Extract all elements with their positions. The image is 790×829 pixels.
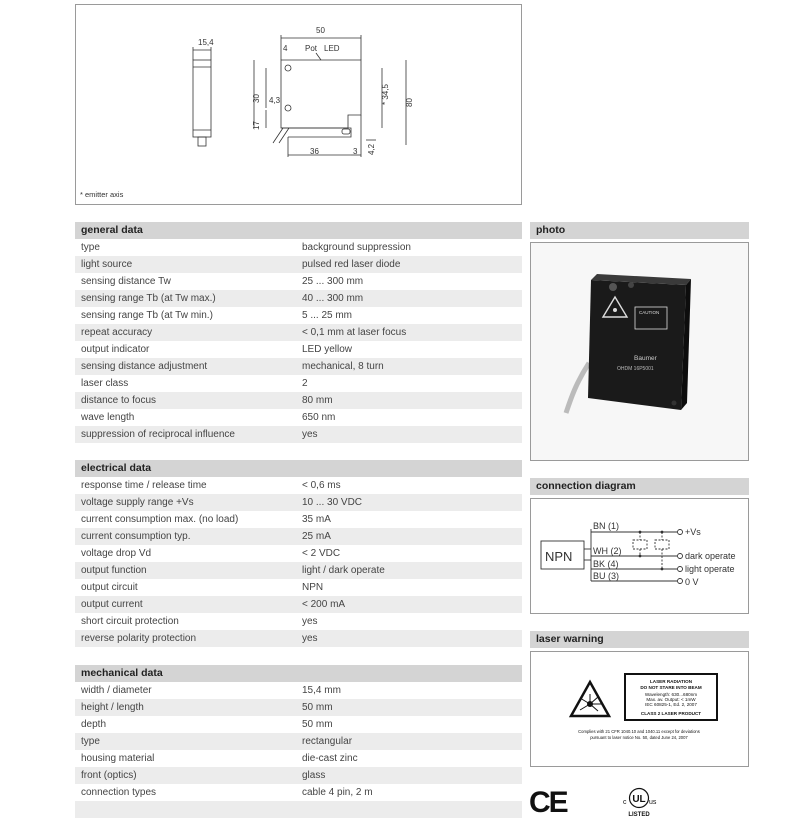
table-row [75, 630, 522, 647]
laser-label-line-4: Max. av. Output: < 1mW [646, 697, 696, 702]
property-name: front (optics) [81, 770, 137, 781]
electrical-data-heading: electrical data [75, 460, 522, 477]
table-row [75, 341, 522, 358]
property-value: 35 mA [302, 514, 331, 525]
property-name: depth [81, 719, 107, 730]
property-value: 10 ... 30 VDC [302, 497, 363, 508]
table-row [75, 733, 522, 750]
property-name: suppression of reciprocal influence [81, 429, 235, 440]
table-row [75, 699, 522, 716]
property-value: rectangular [302, 736, 353, 747]
table-row [75, 784, 522, 801]
dark-operate-label: dark operate [685, 551, 736, 561]
property-name: current consumption max. (no load) [81, 514, 239, 525]
table-row [75, 392, 522, 409]
photo-heading: photo [530, 222, 749, 239]
property-name: sensing distance adjustment [81, 361, 208, 372]
property-value: 80 mm [302, 395, 333, 406]
table-row [75, 409, 522, 426]
wire-bu-label: BU (3) [593, 571, 620, 581]
laser-label-line-3: Wavelength: 630...680nm [644, 692, 698, 697]
sensor-photo [531, 243, 748, 460]
electrical-data-table [75, 477, 522, 647]
ul-listed-text: LISTED [628, 812, 650, 818]
property-name: light source [81, 259, 133, 270]
dim-4-2-label: 4,2 [367, 143, 376, 155]
laser-warning-label [531, 652, 748, 766]
property-value: yes [302, 429, 318, 440]
general-data-table [75, 239, 522, 443]
property-value: die-cast zinc [302, 753, 358, 764]
property-name: output current [81, 599, 143, 610]
property-name: voltage drop Vd [81, 548, 152, 559]
led-label: LED [324, 44, 340, 53]
property-name: type [81, 242, 100, 253]
table-row [75, 767, 522, 784]
table-row [75, 716, 522, 733]
property-name: repeat accuracy [81, 327, 153, 338]
property-name: voltage supply range +Vs [81, 497, 194, 508]
ul-text: UL [632, 794, 646, 805]
connection-diagram-panel [530, 498, 749, 614]
property-value: pulsed red laser diode [302, 259, 401, 270]
property-value: LED yellow [302, 344, 353, 355]
table-row [75, 426, 522, 443]
property-value: < 0,6 ms [302, 480, 341, 491]
property-value: < 0,1 mm at laser focus [302, 327, 407, 338]
table-row [75, 596, 522, 613]
compliance-line-1: Complies with 21 CFR 1040.10 and 1040.11 except for deviations [578, 729, 700, 734]
dim-length-label: 50 [316, 26, 325, 35]
property-name: laser class [81, 378, 129, 389]
dim-17-label: 17 [252, 121, 261, 130]
property-value: 50 mm [302, 702, 333, 713]
property-name: type [81, 736, 100, 747]
property-name: distance to focus [81, 395, 157, 406]
laser-label-line-6: CLASS 2 LASER PRODUCT [640, 711, 702, 716]
dim-3-label: 3 [353, 147, 358, 156]
property-name: response time / release time [81, 480, 207, 491]
wire-wh-label: WH (2) [593, 546, 622, 556]
property-value: 25 ... 300 mm [302, 276, 364, 287]
laser-label-line-2: DO NOT STARE INTO BEAM [640, 685, 702, 690]
property-name: short circuit protection [81, 616, 179, 627]
table-row [75, 562, 522, 579]
ul-c-text: c [623, 799, 627, 806]
ce-mark-text: CE [529, 786, 567, 818]
property-name: sensing range Tb (at Tw min.) [81, 310, 213, 321]
property-value: yes [302, 633, 318, 644]
zero-volt-label: 0 V [685, 577, 699, 587]
property-name: wave length [81, 412, 135, 423]
table-row [75, 545, 522, 562]
property-name: output circuit [81, 582, 138, 593]
table-row [75, 477, 522, 494]
dim-4-label: 4 [283, 44, 288, 53]
general-data-heading: general data [75, 222, 522, 239]
emitter-axis-footnote: * emitter axis [80, 190, 124, 199]
dim-width-label: 15,4 [198, 38, 214, 47]
ul-listed-icon [618, 786, 668, 820]
laser-label-line-5: IEC 60825-1, Ed. 2, 2007 [645, 702, 697, 707]
property-value: cable 4 pin, 2 m [302, 787, 373, 798]
npn-label: NPN [545, 549, 573, 564]
table-row [75, 511, 522, 528]
property-value: 15,4 mm [302, 685, 341, 696]
property-name: output indicator [81, 344, 150, 355]
property-value: background suppression [302, 242, 411, 253]
property-value: NPN [302, 582, 324, 593]
property-value: < 200 mA [302, 599, 346, 610]
photo-brand-text: Baumer [634, 355, 657, 362]
dimension-drawing [76, 5, 521, 204]
table-row [75, 528, 522, 545]
table-row [75, 579, 522, 596]
property-value: mechanical, 8 turn [302, 361, 384, 372]
ce-mark-icon [528, 784, 578, 818]
dim-30-label: 30 [252, 94, 261, 103]
wire-bk-label: BK (4) [593, 559, 619, 569]
table-spacer-row [75, 801, 522, 818]
property-name: housing material [81, 753, 155, 764]
property-value: 25 mA [302, 531, 331, 542]
table-row [75, 494, 522, 511]
property-name: current consumption typ. [81, 531, 191, 542]
photo-model-text: OHDM 16P5001 [617, 366, 654, 372]
property-value: light / dark operate [302, 565, 385, 576]
property-value: yes [302, 616, 318, 627]
wire-bn-label: BN (1) [593, 521, 620, 531]
table-row [75, 324, 522, 341]
property-name: connection types [81, 787, 157, 798]
property-name: width / diameter [81, 685, 152, 696]
property-value: 2 [302, 378, 308, 389]
property-name: reverse polarity protection [81, 633, 197, 644]
pot-label: Pot [305, 44, 318, 53]
property-value: < 2 VDC [302, 548, 341, 559]
table-row [75, 613, 522, 630]
dim-80-label: 80 [405, 98, 414, 107]
light-operate-label: light operate [685, 564, 735, 574]
table-row [75, 358, 522, 375]
dim-34-5-label: * 34,5 [381, 84, 390, 105]
mechanical-data-table [75, 682, 522, 818]
property-value: 40 ... 300 mm [302, 293, 364, 304]
property-name: sensing distance Tw [81, 276, 171, 287]
dim-4-3-label: 4,3 [269, 96, 281, 105]
compliance-line-2: pursuant to laser notice No. 50, dated June 24, 2007 [590, 735, 688, 740]
table-row [75, 239, 522, 256]
table-row [75, 682, 522, 699]
dim-36-label: 36 [310, 147, 319, 156]
property-value: glass [302, 770, 326, 781]
dimension-drawing-panel [75, 4, 522, 205]
property-name: height / length [81, 702, 144, 713]
table-row [75, 750, 522, 767]
photo-caution-text: CAUTION [639, 310, 660, 315]
property-value: 5 ... 25 mm [302, 310, 353, 321]
property-name: sensing range Tb (at Tw max.) [81, 293, 216, 304]
mechanical-data-heading: mechanical data [75, 665, 522, 682]
ul-us-text: us [649, 799, 657, 806]
vs-label: +Vs [685, 527, 701, 537]
laser-label-line-1: LASER RADIATION [649, 679, 693, 684]
table-row [75, 307, 522, 324]
table-row [75, 290, 522, 307]
property-value: 50 mm [302, 719, 333, 730]
photo-panel [530, 242, 749, 461]
connection-diagram [531, 499, 748, 613]
laser-warning-panel [530, 651, 749, 767]
connection-diagram-heading: connection diagram [530, 478, 749, 495]
property-value: 650 nm [302, 412, 336, 423]
laser-warning-heading: laser warning [530, 631, 749, 648]
property-name: output function [81, 565, 147, 576]
table-row [75, 256, 522, 273]
table-row [75, 375, 522, 392]
table-row [75, 273, 522, 290]
